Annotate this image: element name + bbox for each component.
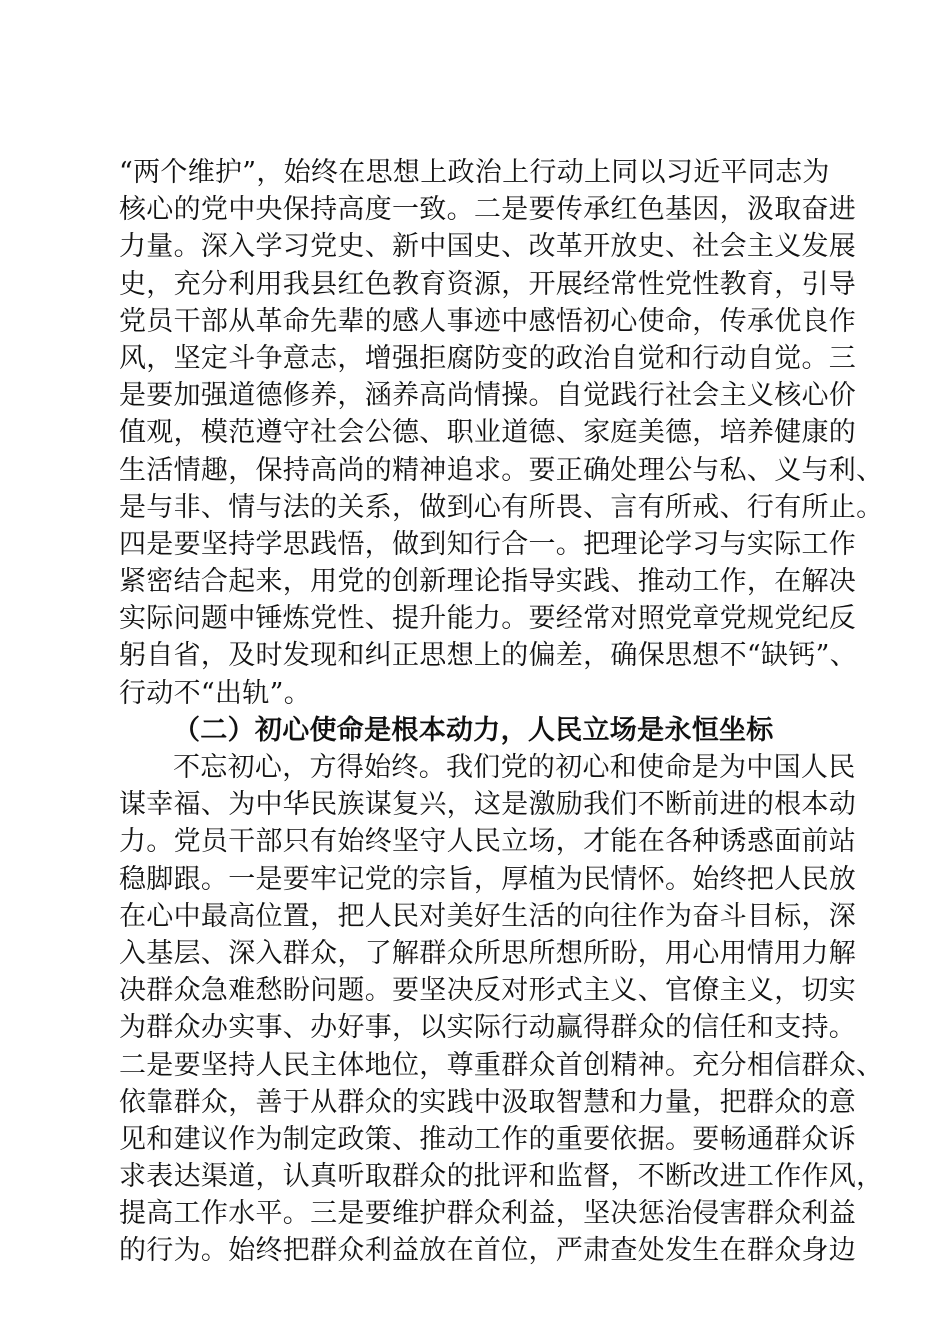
text-line: 的行为。始终把群众利益放在首位，严肃查处发生在群众身边 [119,1235,857,1267]
text-line: 力量。深入学习党史、新中国史、改革开放史、社会主义发展 [119,231,857,263]
text-line: 在心中最高位置，把人民对美好生活的向往作为奋斗目标，深 [119,900,857,932]
text-line: 入基层、深入群众，了解群众所思所想所盼，用心用情用力解 [119,937,857,969]
body-text [119,154,884,1270]
text-line: 躬自省，及时发现和纠正思想上的偏差，确保思想不“缺钙”、 [119,640,858,672]
text-line: 紧密结合起来，用党的创新理论指导实践、推动工作，在解决 [119,566,857,598]
text-line: 行动不“出轨”。 [119,677,312,709]
text-line: 依靠群众，善于从群众的实践中汲取智慧和力量，把群众的意 [119,1086,857,1118]
text-line: 二是要坚持人民主体地位，尊重群众首创精神。充分相信群众、 [119,1049,884,1081]
text-line: 谋幸福、为中华民族谋复兴，这是激励我们不断前进的根本动 [119,789,857,821]
paragraph-first-line: 不忘初心，方得始终。我们党的初心和使命是为中国人民 [173,752,856,783]
text-line: 提高工作水平。三是要维护群众利益，坚决惩治侵害群众利益 [119,1198,857,1230]
text-line: “两个维护”，始终在思想上政治上行动上同以习近平同志为 [119,157,830,188]
text-line: 值观，模范遵守社会公德、职业道德、家庭美德，培养健康的 [119,417,857,449]
text-line: 见和建议作为制定政策、推动工作的重要依据。要畅通群众诉 [119,1123,857,1155]
text-line: 史，充分利用我县红色教育资源，开展经常性党性教育，引导 [119,268,857,300]
text-line: 求表达渠道，认真听取群众的批评和监督，不断改进工作作风， [119,1161,884,1193]
text-line: 党员干部从革命先辈的感人事迹中感悟初心使命，传承优良作 [119,305,857,337]
text-line: 为群众办实事、办好事，以实际行动赢得群众的信任和支持。 [119,1012,857,1044]
text-line: 生活情趣，保持高尚的精神追求。要正确处理公与私、义与利、 [119,454,884,486]
text-line: 四是要坚持学思践悟，做到知行合一。把理论学习与实际工作 [119,528,857,560]
text-line: 稳脚跟。一是要牢记党的宗旨，厚植为民情怀。始终把人民放 [119,863,857,895]
text-line: 核心的党中央保持高度一致。二是要传承红色基因，汲取奋进 [119,194,857,226]
text-line: 是要加强道德修养，涵养高尚情操。自觉践行社会主义核心价 [119,380,857,412]
text-line: 风，坚定斗争意志，增强拒腐防变的政治自觉和行动自觉。三 [119,342,857,374]
text-line: 是与非、情与法的关系，做到心有所畏、言有所戒、行有所止。 [119,491,884,523]
text-line: 决群众急难愁盼问题。要坚决反对形式主义、官僚主义，切实 [119,975,857,1007]
text-line: 力。党员干部只有始终坚守人民立场，才能在各种诱惑面前站 [119,826,857,858]
text-line: 实际问题中锤炼党性、提升能力。要经常对照党章党规党纪反 [119,603,857,635]
section-heading: （二）初心使命是根本动力，人民立场是永恒坐标 [173,714,774,746]
